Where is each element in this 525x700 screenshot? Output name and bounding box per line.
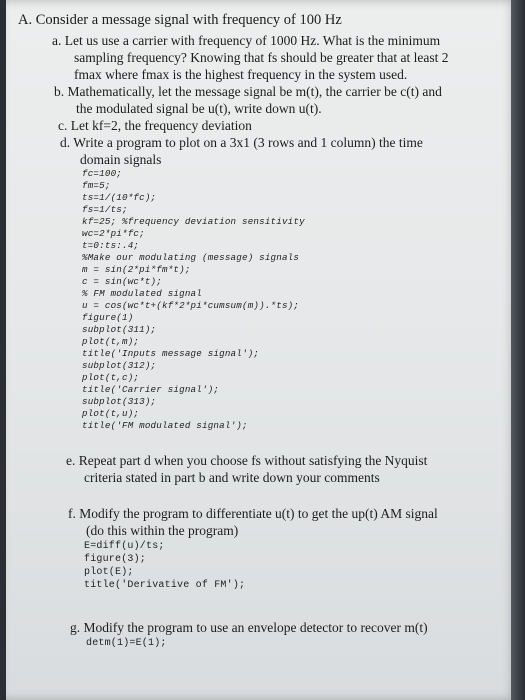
code-line: subplot(313); [82,396,157,407]
code-line: fc=100; [82,168,122,179]
part-d-line-2: domain signals [80,152,162,167]
code-line: figure(3); [84,554,147,565]
code-line: plot(t,m); [82,336,140,347]
code-line-part-g: detm(1)=E(1); [86,638,167,649]
part-e-line-2: criteria stated in part b and write down your comments [84,470,380,485]
code-line: fm=5; [82,180,111,191]
code-line: title('FM modulated signal'); [82,420,248,431]
part-a-line-1: a. Let us use a carrier with frequency of 1000 Hz. What is the minimum [52,33,441,48]
part-b-line-2: the modulated signal be u(t), write down u(t). [76,101,322,116]
part-c-line: c. Let kf=2, the frequency deviation [58,118,252,133]
code-line: E=diff(u)/ts; [84,541,165,552]
code-line: m = sin(2*pi*fm*t); [82,264,191,275]
code-line: fs=1/ts; [82,204,128,215]
code-line: % FM modulated signal [82,288,202,299]
code-line: subplot(312); [82,360,157,371]
part-e-line-1: e. Repeat part d when you choose fs without satisfying the Nyquist [66,453,428,468]
code-line: %Make our modulating (message) signals [82,252,300,263]
code-line: title('Derivative of FM'); [84,580,246,591]
code-line: plot(t,u); [82,408,140,419]
code-line: ts=1/(10*fc); [82,192,157,203]
code-line: title('Inputs message signal'); [82,348,260,359]
code-line: c = sin(wc*t); [82,276,162,287]
code-line: title('Carrier signal'); [82,384,220,395]
code-line: t=0:ts:.4; [82,240,140,251]
part-f-line-2: (do this within the program) [86,523,239,538]
part-a-line-2: sampling frequency? Knowing that fs should be greater that at least 2 [74,50,449,65]
code-line: u = cos(wc*t+(kf*2*pi*cumsum(m)).*ts); [82,300,300,311]
code-line: kf=25; %frequency deviation sensitivity [82,216,305,227]
background-edge [511,0,525,700]
part-f-line-1: f. Modify the program to differentiate u(t) to get the up(t) AM signal [68,506,438,521]
worksheet-page [6,0,518,700]
part-b-line-1: b. Mathematically, let the message signal be m(t), the carrier be c(t) and [54,84,442,99]
code-line: wc=2*pi*fc; [82,228,145,239]
part-d-line-1: d. Write a program to plot on a 3x1 (3 rows and 1 column) the time [60,135,423,150]
part-a-line-3: fmax where fmax is the highest frequency in the system used. [74,67,408,82]
part-g-line: g. Modify the program to use an envelope detector to recover m(t) [70,620,428,635]
code-line: figure(1) [82,312,134,323]
code-line: plot(t,c); [82,372,140,383]
code-line: subplot(311); [82,324,157,335]
code-line: plot(E); [84,567,134,578]
section-heading: A. Consider a message signal with frequency of 100 Hz [18,12,342,28]
